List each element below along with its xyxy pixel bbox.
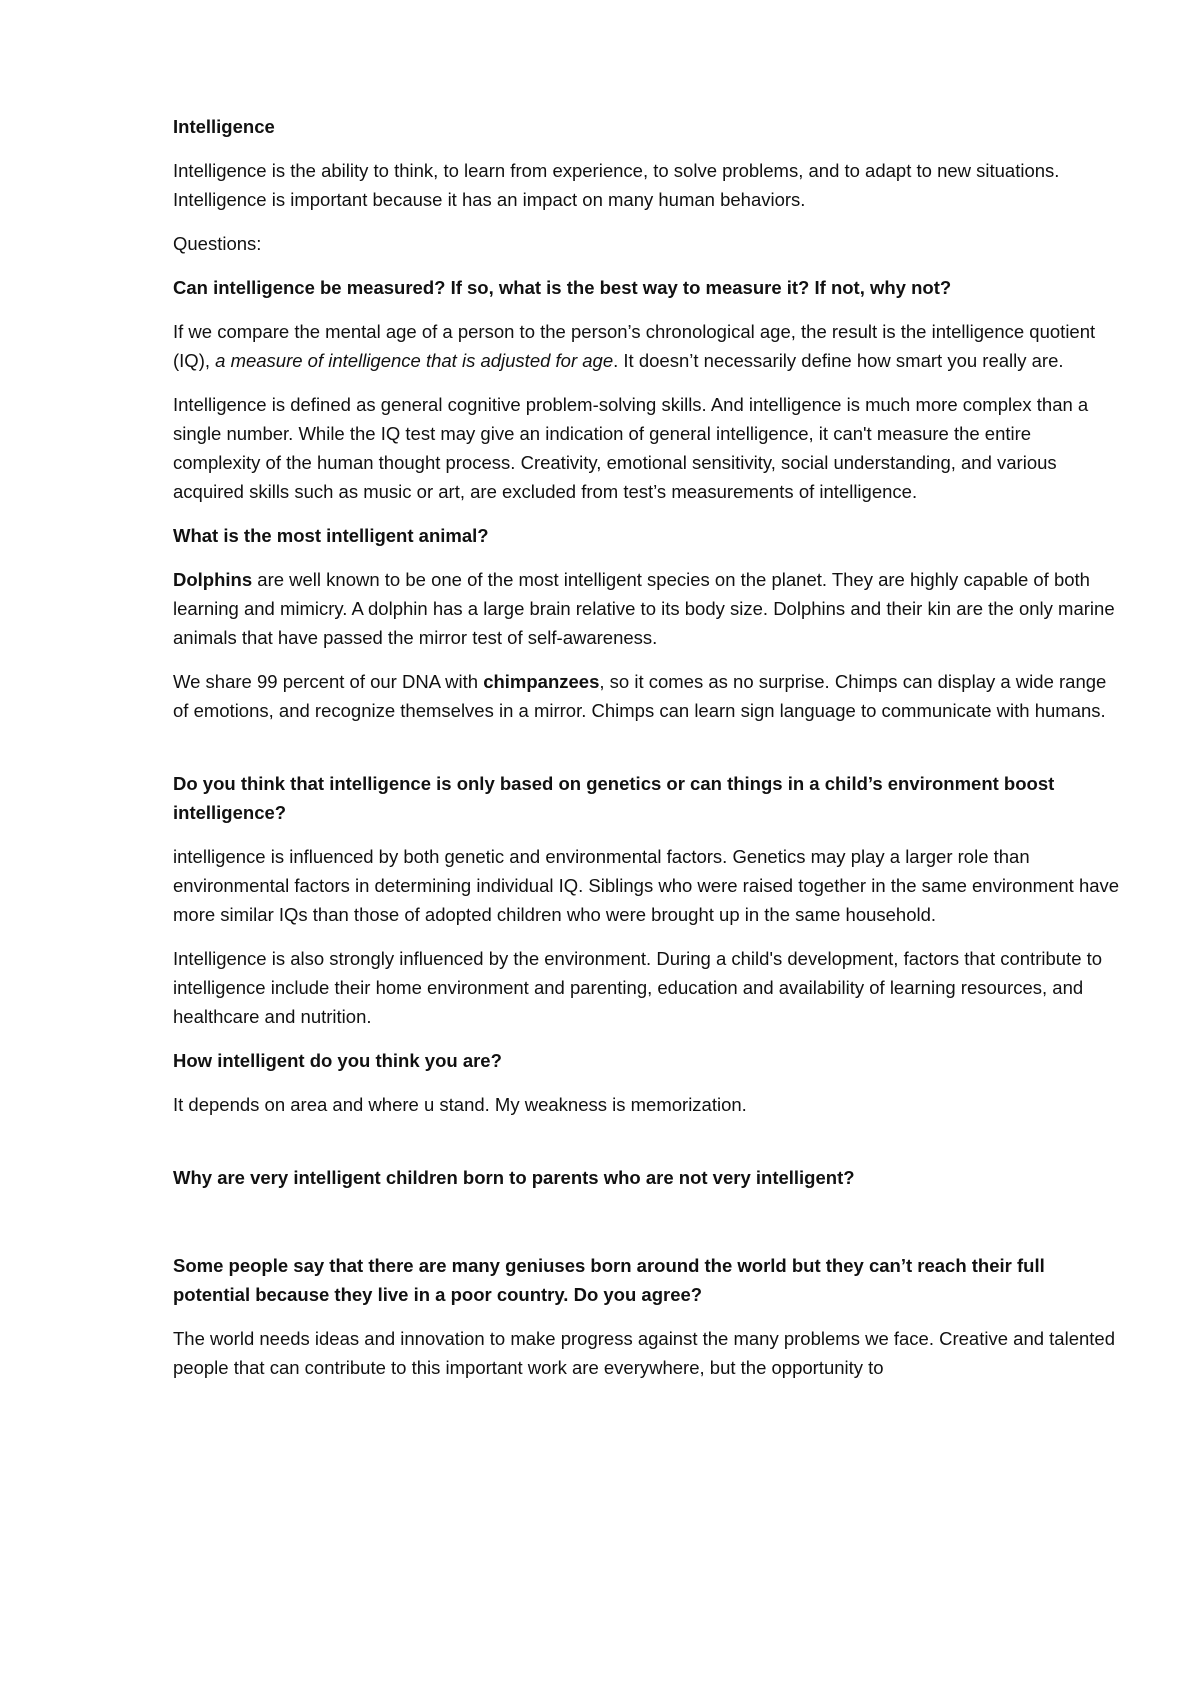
document-page [173, 112, 1123, 1397]
blank-space [173, 1207, 1123, 1251]
text-run: If we compare the mental age of a person to the person’s chronological age, the result is the intelligence quotient (IQ), [173, 321, 1096, 371]
question-measurement: Can intelligence be measured? If so, what is the best way to measure it? If not, why not? [173, 277, 952, 298]
text-run: are well known to be one of the most intelligent species on the planet. They are highly capable of both learning and mimicry. A dolphin has a large brain relative to its body size. Dolphins and their kin are the only marine animals that have passed the mirror test of self-awareness. [173, 569, 1115, 648]
text-run: We share 99 percent of our DNA with [173, 671, 484, 692]
questions-label: Questions: [173, 233, 262, 254]
italic-definition: a measure of intelligence that is adjusted for age [215, 350, 614, 371]
answer-genetics: intelligence is influenced by both genetic and environmental factors. Genetics may play a larger role than environmental factors in determining individual IQ. Siblings who were raised together in the same environment have more similar IQs than those of adopted children who were brought up in the same household. [173, 846, 1120, 925]
text-run: , so it comes as no surprise. Chimps can display a wide range of emotions, and recognize themselves in a mirror. Chimps can learn sign language to communicate with humans. [173, 671, 1107, 721]
answer-measurement-iq [173, 317, 1123, 375]
question-genetics: Do you think that intelligence is only based on genetics or can things in a child’s environment boost intelligence? [173, 773, 1055, 823]
answer-chimpanzees [173, 667, 1123, 725]
answer-self: It depends on area and where u stand. My weakness is memorization. [173, 1094, 747, 1115]
text-run: . It doesn’t necessarily define how smart you really are. [613, 350, 1064, 371]
answer-measurement-complexity: Intelligence is defined as general cognitive problem-solving skills. And intelligence is much more complex than a single number. While the IQ test may give an indication of general intelligence, it can't measure the entire complexity of the human thought process. Creativity, emotional sensitivity, social understanding, and various acquired skills such as music or art, are excluded from test’s measurements of intelligence. [173, 394, 1089, 502]
chimpanzees-term: chimpanzees [483, 671, 600, 692]
dolphins-term: Dolphins [173, 569, 253, 590]
intro-paragraph: Intelligence is the ability to think, to learn from experience, to solve problems, and to adapt to new situations. Intelligence is important because it has an impact on many human behaviors. [173, 160, 1060, 210]
question-self: How intelligent do you think you are? [173, 1050, 502, 1071]
question-parents: Why are very intelligent children born to parents who are not very intelligent? [173, 1167, 855, 1188]
answer-dolphins [173, 565, 1123, 652]
question-animal: What is the most intelligent animal? [173, 525, 489, 546]
answer-environment: Intelligence is also strongly influenced by the environment. During a child's development, factors that contribute to intelligence include their home environment and parenting, education and availability of learning resources, and healthcare and nutrition. [173, 948, 1103, 1027]
answer-geniuses: The world needs ideas and innovation to make progress against the many problems we face. Creative and talented people that can contribute to this important work are everywhere, but the opportunity to [173, 1328, 1115, 1378]
document-title: Intelligence [173, 116, 275, 137]
question-geniuses: Some people say that there are many geniuses born around the world but they can’t reach their full potential because they live in a poor country. Do you agree? [173, 1255, 1045, 1305]
